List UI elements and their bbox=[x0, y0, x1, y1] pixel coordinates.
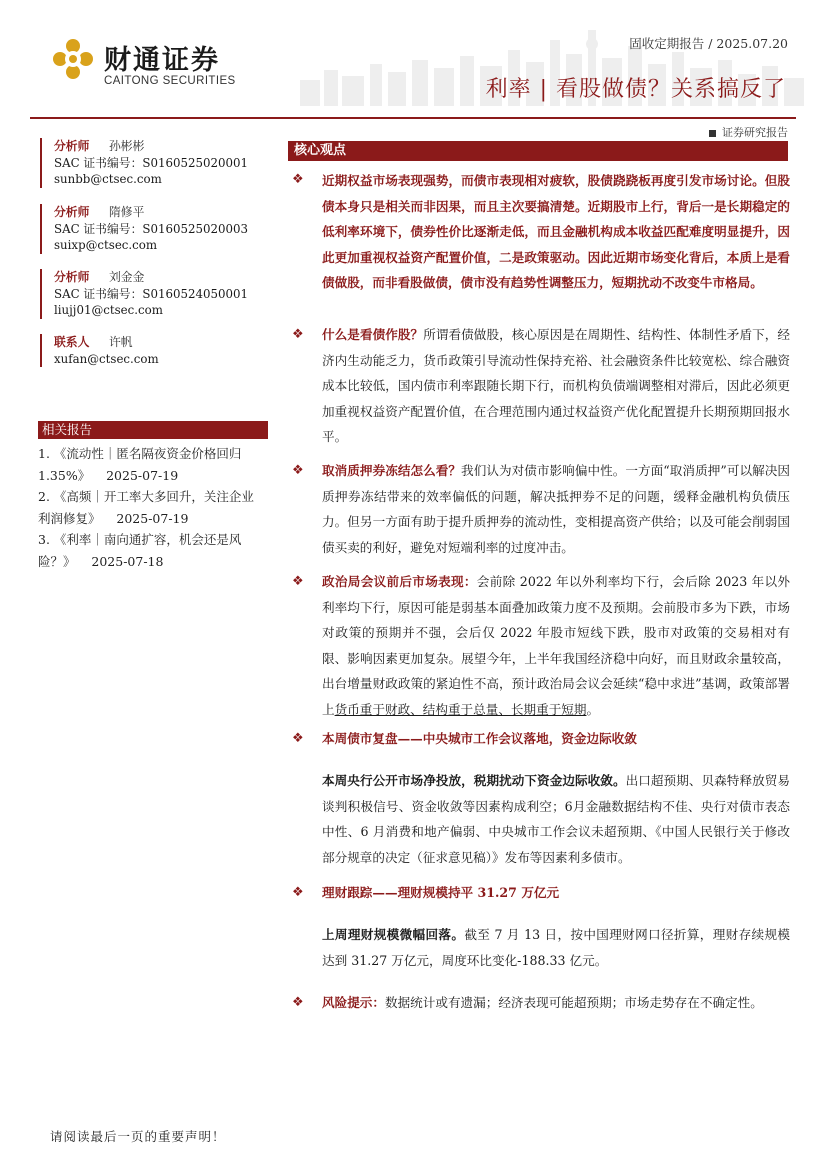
core-paragraph-5-body: 本周央行公开市场净投放，税期扰动下资金边际收敛。出口超预期、贝森特释放贸易谈判积极信号、资金收敛等因素构成利空；6月金融数据结构不佳、央行对债市表态中性、6 月消费和地产偏弱、中央城市工作会议未超预期、《中国人民银行关于修改部分规章的决定（征求意见稿）》发布等因素利多债市。 bbox=[322, 773, 791, 865]
analyst-role: 分析师 bbox=[54, 205, 90, 219]
analyst-role: 分析师 bbox=[54, 139, 90, 153]
diamond-bullet-icon: ❖ bbox=[292, 885, 304, 900]
analyst-card bbox=[40, 138, 284, 188]
core-views-heading: 核心观点 bbox=[288, 141, 788, 161]
analyst-email[interactable]: suixp@ctsec.com bbox=[54, 238, 158, 252]
analyst-cert: SAC 证书编号：S0160525020001 bbox=[54, 155, 249, 170]
core-paragraph-5-heading: 本周债市复盘——中央城市工作会议落地，资金边际收敛 bbox=[322, 731, 637, 746]
caitong-logo-icon bbox=[52, 38, 94, 80]
core-paragraph-1: 近期权益市场表现强势，而债市表现相对疲软，股债跷跷板再度引发市场讨论。但股债本身只是相关而非因果，而且主次要搞清楚。近期股市上行，背后一是长期稳定的低利率环境下，债券性价比逐渐走低，而且金融机构成本收益匹配难度明显提升，因此更加重视权益资产配置价值，二是政策驱动。因此近期市场变化背后，本质上是看债做股，而非看股做债，债市没有趋势性调整压力，短期扰动不改变牛市格局。 bbox=[322, 173, 790, 291]
diamond-bullet-icon: ❖ bbox=[292, 731, 304, 746]
analyst-card bbox=[40, 204, 284, 254]
analyst-role: 分析师 bbox=[54, 270, 90, 284]
analyst-cert: SAC 证书编号：S0160524050001 bbox=[54, 286, 249, 301]
analyst-email[interactable]: liujj01@ctsec.com bbox=[54, 303, 163, 317]
core-paragraph-3: 取消质押券冻结怎么看？我们认为对债市影响偏中性。一方面“取消质押”可以解决因质押券冻结带来的效率偏低的问题，解决抵押券不足的问题，缓释金融机构负债压力。但另一方面有助于提升质押券的流动性，变相提高资产供给；以及可能会削弱国债买卖的利好，避免对短端利率的过度冲击。 bbox=[322, 463, 790, 555]
report-type-date: 固收定期报告 / 2025.07.20 bbox=[629, 36, 788, 51]
analyst-email[interactable]: sunbb@ctsec.com bbox=[54, 172, 162, 186]
company-name-en: CAITONG SECURITIES bbox=[104, 75, 236, 87]
diamond-bullet-icon: ❖ bbox=[292, 995, 304, 1010]
core-paragraph-6-heading: 理财跟踪——理财规模持平 31.27 万亿元 bbox=[322, 885, 560, 900]
analyst-cert: SAC 证书编号：S0160525020003 bbox=[54, 221, 249, 236]
analyst-card bbox=[40, 269, 284, 319]
diamond-bullet-icon: ❖ bbox=[292, 327, 304, 342]
contact-email[interactable]: xufan@ctsec.com bbox=[54, 351, 159, 366]
core-paragraph-6-body: 上周理财规模微幅回落。截至 7 月 13 日，按中国理财网口径折算，理财存续规模达到 31.27 万亿元，周度环比变化-188.33 亿元。 bbox=[322, 927, 790, 968]
contact-role: 联系人 bbox=[54, 335, 90, 349]
core-paragraph-4: 政治局会议前后市场表现：会前除 2022 年以外利率均下行，会后除 2023 年以外利率均下行，原因可能是弱基本面叠加政策力度不及预期。会前股市多为下跌，市场对政策的预期并不强，会后仅 2022 年股市短线下跌，股市对政策的交易相对有限、影响因素更加复杂。展望今年，上半年我国经济稳中向好，而且财政余量较高，出台增量财政政策的紧迫性不高，预计政治局会议会延续“稳中求进”基调，政策部署上货币重于财政、结构重于总量、长期重于短期。 bbox=[322, 574, 791, 717]
contact-name: 许帆 bbox=[109, 335, 133, 349]
analyst-name: 孙彬彬 bbox=[109, 139, 145, 153]
report-title: 利率 | 看股做债？关系搞反了 bbox=[485, 77, 786, 102]
contact-card bbox=[40, 334, 284, 367]
header-divider bbox=[30, 117, 796, 119]
core-paragraph-2: 什么是看债作股？所谓看债做股，核心原因是在周期性、结构性、体制性矛盾下，经济内生动能乏力，货币政策引导流动性保持充裕、社会融资条件比较宽松、综合融资成本比较低，国内债市利率跟随长期下行，而机构负债端调整相对滞后，因此必须更加重视权益资产配置价值，在合理范围内通过权益资产优化配置提升长期预期回报水平。 bbox=[322, 327, 791, 445]
diamond-bullet-icon: ❖ bbox=[292, 463, 304, 478]
diamond-bullet-icon: ❖ bbox=[292, 574, 304, 589]
core-paragraph-7: 风险提示：数据统计或有遗漏；经济表现可能超预期；市场走势存在不确定性。 bbox=[322, 995, 763, 1010]
disclaimer-footer: 请阅读最后一页的重要声明！ bbox=[50, 1129, 226, 1144]
related-report-item[interactable]: 2. 《高频｜开工率大多回升，关注企业 利润修复》 2025-07-19 bbox=[38, 489, 254, 526]
analyst-name: 隋修平 bbox=[109, 205, 145, 219]
related-reports-list bbox=[38, 443, 283, 573]
related-report-item[interactable]: 3. 《利率｜南向通扩容，机会还是风 险？》 2025-07-18 bbox=[38, 532, 242, 569]
analyst-name: 刘金金 bbox=[109, 270, 145, 284]
related-report-item[interactable]: 1. 《流动性｜匿名隔夜资金价格回归 1.35%》 2025-07-19 bbox=[38, 446, 242, 483]
report-category: 证券研究报告 bbox=[709, 124, 788, 140]
square-bullet-icon bbox=[709, 130, 716, 137]
company-name-cn: 财通证券 bbox=[104, 45, 220, 76]
related-reports-heading: 相关报告 bbox=[38, 421, 268, 439]
diamond-bullet-icon: ❖ bbox=[292, 172, 304, 187]
